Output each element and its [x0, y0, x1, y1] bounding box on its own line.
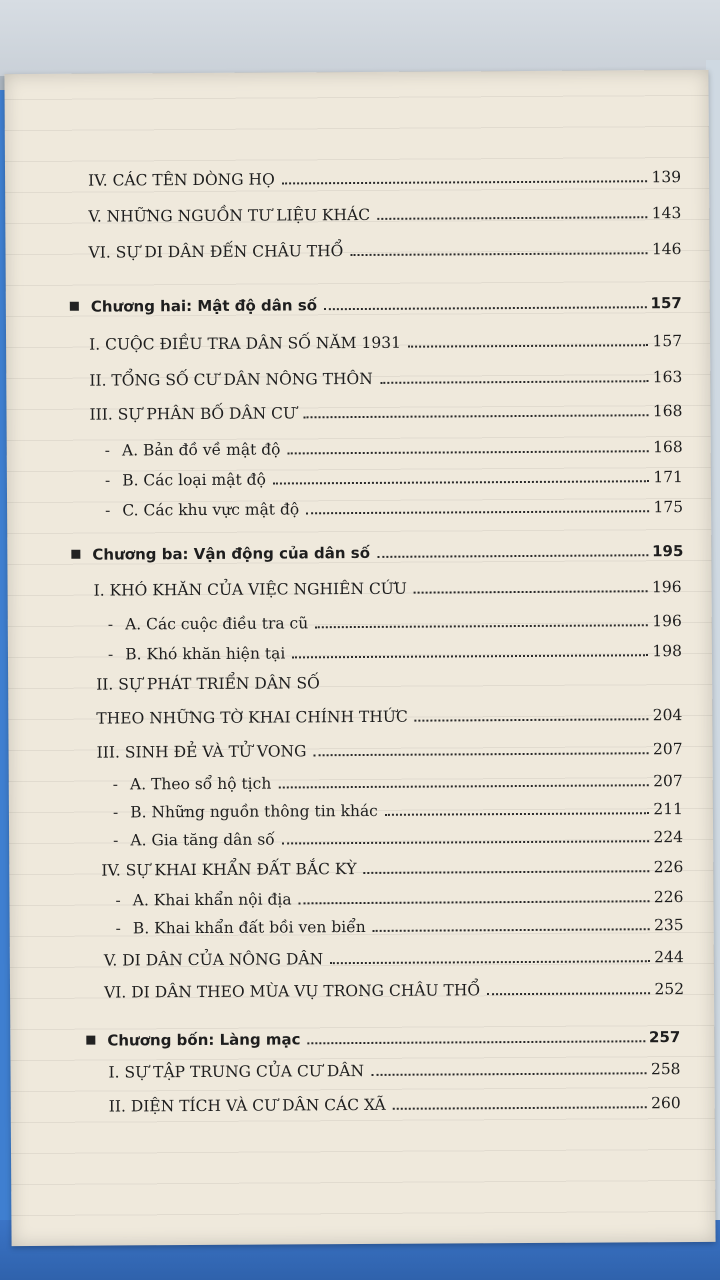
entry-title: I. CUỘC ĐIỀU TRA DÂN SỐ NĂM 1931 [89, 333, 401, 354]
toc-subentry [105, 438, 683, 460]
dot-leader [393, 1105, 647, 1110]
entry-title: B. Khó khăn hiện tại [125, 644, 286, 664]
dash-bullet-icon: - [112, 775, 119, 794]
entry-title: II. SỰ PHÁT TRIỂN DÂN SỐ [96, 674, 320, 694]
dot-leader [380, 379, 649, 384]
dot-leader [414, 589, 648, 593]
dot-leader [308, 1039, 645, 1044]
toc-subentry [113, 828, 683, 849]
entry-title: A. Gia tăng dân số [130, 830, 275, 850]
entry-page: 207 [653, 772, 683, 791]
toc-entry [94, 578, 682, 600]
entry-page: 207 [652, 740, 683, 759]
dash-bullet-icon: - [104, 471, 111, 490]
dot-leader [385, 811, 650, 816]
entry-page: 226 [653, 888, 684, 907]
chapter-heading [86, 1028, 680, 1050]
toc-entry [89, 368, 682, 390]
entry-page: 204 [652, 706, 683, 725]
entry-page: 198 [652, 642, 683, 661]
entry-title: II. DIỆN TÍCH VÀ CƯ DÂN CÁC XÃ [108, 1095, 386, 1116]
entry-title: III. SỰ PHÂN BỐ DÂN CƯ [89, 404, 297, 424]
entry-title: C. Các khu vực mật độ [122, 500, 300, 520]
dash-bullet-icon: - [112, 803, 119, 822]
entry-title: A. Khai khẩn nội địa [132, 890, 292, 910]
entry-title: V. NHỮNG NGUỒN TƯ LIỆU KHÁC [88, 205, 371, 226]
entry-page: 171 [653, 468, 683, 487]
dot-leader [408, 343, 649, 347]
entry-title: I. SỰ TẬP TRUNG CỦA CƯ DÂN [108, 1061, 365, 1082]
chapter-title: Chương hai: Mật độ dân số [90, 296, 318, 316]
chapter-page: 195 [651, 542, 684, 561]
toc-subentry [113, 800, 683, 821]
dot-leader [315, 623, 648, 628]
dot-leader [330, 959, 650, 964]
entry-page: 244 [654, 948, 684, 967]
toc-subentry [115, 888, 683, 909]
entry-page: 168 [653, 438, 683, 457]
entry-title: B. Khai khẩn đất bồi ven biển [132, 917, 366, 938]
dot-leader [377, 215, 648, 220]
toc-subentry [108, 612, 682, 634]
square-bullet-icon [70, 302, 79, 311]
book-page [4, 70, 715, 1246]
dash-bullet-icon: - [105, 501, 111, 520]
dot-leader [415, 717, 649, 721]
dot-leader [282, 179, 648, 184]
chapter-title: Chương bốn: Làng mạc [107, 1030, 301, 1050]
entry-page: 157 [652, 332, 683, 351]
entry-title: A. Bản đồ về mật độ [121, 440, 281, 460]
chapter-heading [70, 294, 682, 316]
toc-subentry [108, 642, 682, 664]
entry-page: 260 [651, 1094, 681, 1113]
dot-leader [487, 991, 650, 995]
chapter-title: Chương ba: Vận động của dân số [92, 543, 371, 564]
toc-entry [88, 240, 681, 262]
dot-leader [282, 839, 650, 844]
entry-title: III. SINH ĐẺ VÀ TỬ VONG [96, 742, 307, 762]
entry-title: VI. SỰ DI DÂN ĐẾN CHÂU THỔ [88, 242, 344, 262]
dot-leader [371, 1071, 647, 1076]
dash-bullet-icon: - [113, 831, 119, 850]
toc-entry [89, 332, 682, 354]
chapter-page: 157 [650, 294, 682, 313]
toc-entry [108, 1060, 680, 1081]
entry-page: 226 [653, 858, 684, 877]
entry-page: 163 [652, 368, 683, 387]
dot-leader [303, 413, 649, 418]
square-bullet-icon [86, 1036, 95, 1045]
chapter-heading [71, 542, 683, 564]
entry-page: 252 [654, 980, 685, 999]
dash-bullet-icon: - [115, 891, 121, 910]
dot-leader [299, 899, 650, 904]
entry-title: A. Theo sổ hộ tịch [129, 774, 272, 794]
entry-title: THEO NHỮNG TỜ KHAI CHÍNH THỨC [96, 707, 408, 728]
chapter-page: 257 [648, 1028, 681, 1047]
dot-leader [350, 251, 648, 256]
square-bullet-icon [71, 550, 80, 559]
entry-page: 196 [651, 578, 682, 597]
toc-entry [101, 858, 683, 880]
entry-title: VI. DI DÂN THEO MÙA VỤ TRONG CHÂU THỔ [103, 981, 481, 1002]
toc-entry [89, 402, 682, 424]
entry-page: 258 [650, 1060, 681, 1079]
toc-entry [109, 1094, 681, 1115]
dash-bullet-icon: - [107, 645, 114, 664]
entry-title: IV. CÁC TÊN DÒNG HỌ [88, 170, 275, 190]
dot-leader [273, 479, 649, 484]
entry-page: 224 [653, 828, 684, 847]
toc-entry [104, 980, 684, 1002]
toc-entry [104, 948, 684, 970]
dash-bullet-icon: - [104, 441, 111, 460]
entry-title: A. Các cuộc điều tra cũ [124, 614, 309, 634]
dash-bullet-icon: - [107, 615, 114, 634]
toc-subentry [113, 772, 683, 793]
toc-subentry [105, 498, 683, 520]
entry-page: 211 [653, 800, 683, 819]
dot-leader [278, 783, 649, 788]
dot-leader [364, 869, 650, 874]
toc-subentry [116, 916, 684, 937]
dot-leader [313, 751, 649, 756]
entry-title: B. Các loại mật độ [122, 470, 266, 490]
toc-entry [88, 168, 681, 190]
entry-page: 196 [652, 612, 682, 631]
entry-page: 175 [653, 498, 684, 517]
entry-title: I. KHÓ KHĂN CỦA VIỆC NGHIÊN CỨU [93, 579, 407, 600]
entry-title: V. DI DÂN CỦA NÔNG DÂN [103, 950, 324, 970]
entry-title: IV. SỰ KHAI KHẨN ĐẤT BẮC KỲ [101, 860, 357, 880]
toc-entry [97, 740, 683, 762]
entry-page: 139 [651, 168, 682, 187]
toc-entry [96, 706, 682, 728]
dash-bullet-icon: - [115, 919, 121, 938]
entry-page: 143 [651, 204, 682, 223]
dot-leader [373, 927, 650, 932]
toc-subentry [105, 468, 683, 490]
toc-entry [88, 204, 681, 226]
toc-entry [96, 672, 682, 694]
dot-leader [377, 553, 648, 558]
dot-leader [306, 509, 649, 514]
entry-page: 168 [652, 402, 683, 421]
entry-title: II. TỔNG SỐ CƯ DÂN NÔNG THÔN [89, 369, 373, 390]
dot-leader [292, 653, 648, 658]
entry-title: B. Những nguồn thông tin khác [130, 801, 378, 822]
entry-page: 235 [653, 916, 684, 935]
entry-page: 146 [651, 240, 682, 259]
dot-leader [324, 305, 647, 310]
table-of-contents [4, 70, 715, 1246]
dot-leader [287, 449, 649, 454]
